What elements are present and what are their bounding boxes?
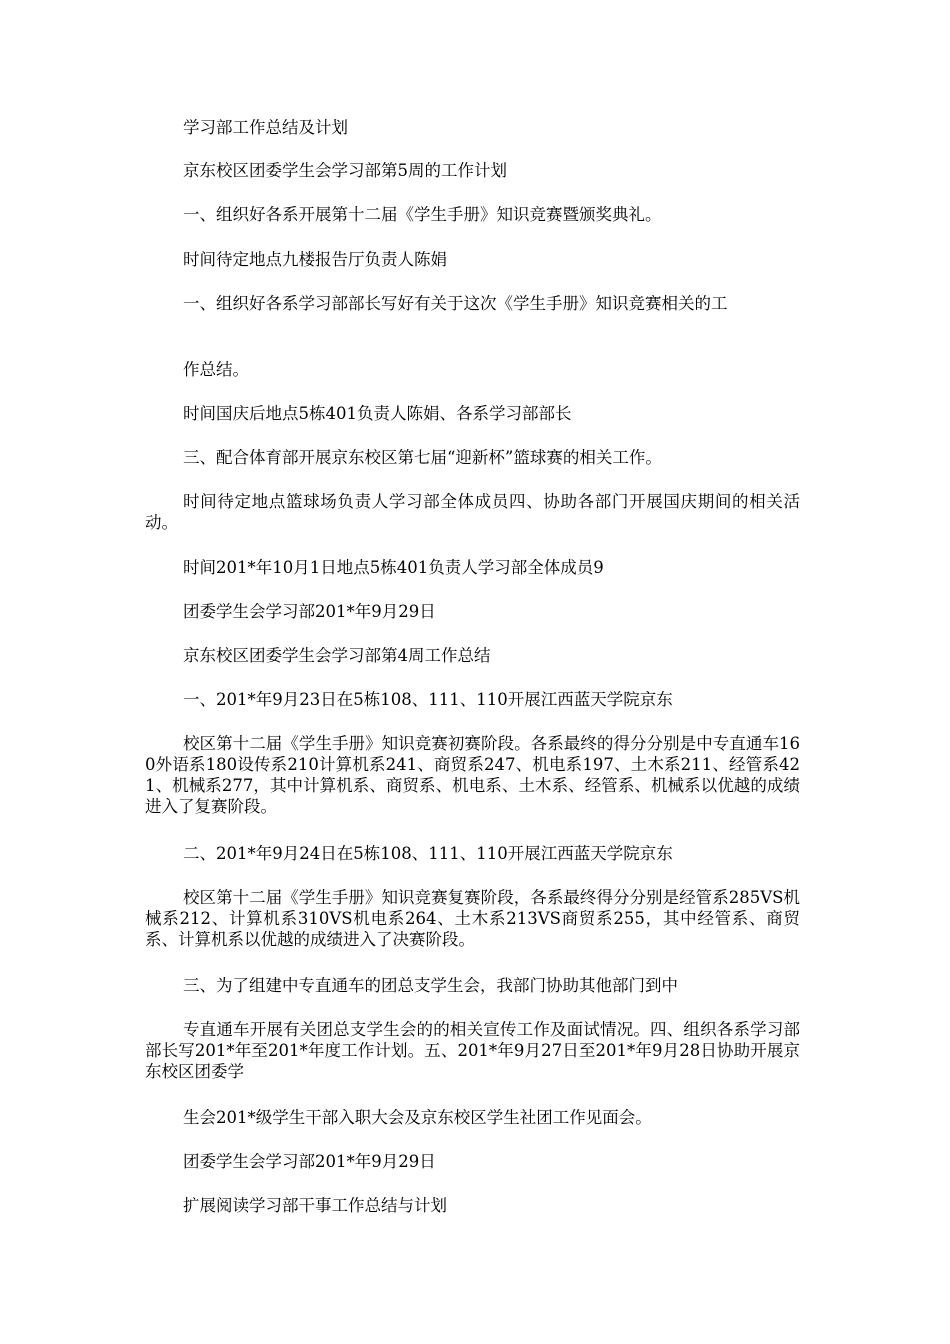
document-title: 学习部工作总结及计划 [183, 118, 348, 137]
paragraph: 京东校区团委学生会学习部第4周工作总结 [183, 646, 491, 665]
paragraph: 校区第十二届《学生手册》知识竞赛复赛阶段，各系最终得分分别是经管系285VS机械系212、计算机系310VS机电系264、土木系213VS商贸系255，其中经管系、商贸系、计算机系以优越的成绩进入了决赛阶段。 [145, 888, 800, 949]
paragraph: 校区第十二届《学生手册》知识竞赛初赛阶段。各系最终的得分分别是中专直通车160外语系180设传系210计算机系241、商贸系247、机电系197、土木系211、经管系421、机械系277，其中计算机系、商贸系、机电系、土木系、经管系、机械系以优越的成绩进入了复赛阶段。 [145, 734, 800, 816]
paragraph: 一、组织好各系开展第十二届《学生手册》知识竞赛暨颁奖典礼。 [183, 205, 662, 224]
paragraph: 作总结。 [183, 360, 249, 379]
paragraph: 时间201*年10月1日地点5栋401负责人学习部全体成员9 [183, 558, 604, 577]
paragraph: 一、组织好各系学习部部长写好有关于这次《学生手册》知识竞赛相关的工 [183, 294, 728, 313]
paragraph: 生会201*级学生干部入职大会及京东校区学生社团工作见面会。 [183, 1108, 652, 1127]
paragraph: 三、配合体育部开展京东校区第七届“迎新杯”篮球赛的相关工作。 [183, 448, 662, 467]
paragraph: 一、201*年9月23日在5栋108、111、110开展江西蓝天学院京东 [183, 690, 673, 709]
paragraph: 二、201*年9月24日在5栋108、111、110开展江西蓝天学院京东 [183, 844, 673, 863]
paragraph: 团委学生会学习部201*年9月29日 [183, 1152, 436, 1171]
paragraph: 时间待定地点九楼报告厅负责人陈娟 [183, 250, 447, 269]
paragraph: 京东校区团委学生会学习部第5周的工作计划 [183, 161, 507, 180]
paragraph: 时间国庆后地点5栋401负责人陈娟、各系学习部部长 [183, 404, 572, 423]
paragraph: 时间待定地点篮球场负责人学习部全体成员四、协助各部门开展国庆期间的相关活动。 [145, 492, 800, 532]
paragraph: 专直通车开展有关团总支学生会的的相关宣传工作及面试情况。四、组织各系学习部部长写201*年至201*年度工作计划。五、201*年9月27日至201*年9月28日协助开展京东校区团委学 [145, 1020, 800, 1081]
paragraph: 团委学生会学习部201*年9月29日 [183, 602, 436, 621]
paragraph: 三、为了组建中专直通车的团总支学生会，我部门协助其他部门到中 [183, 976, 678, 995]
paragraph: 扩展阅读学习部干事工作总结与计划 [183, 1196, 447, 1215]
